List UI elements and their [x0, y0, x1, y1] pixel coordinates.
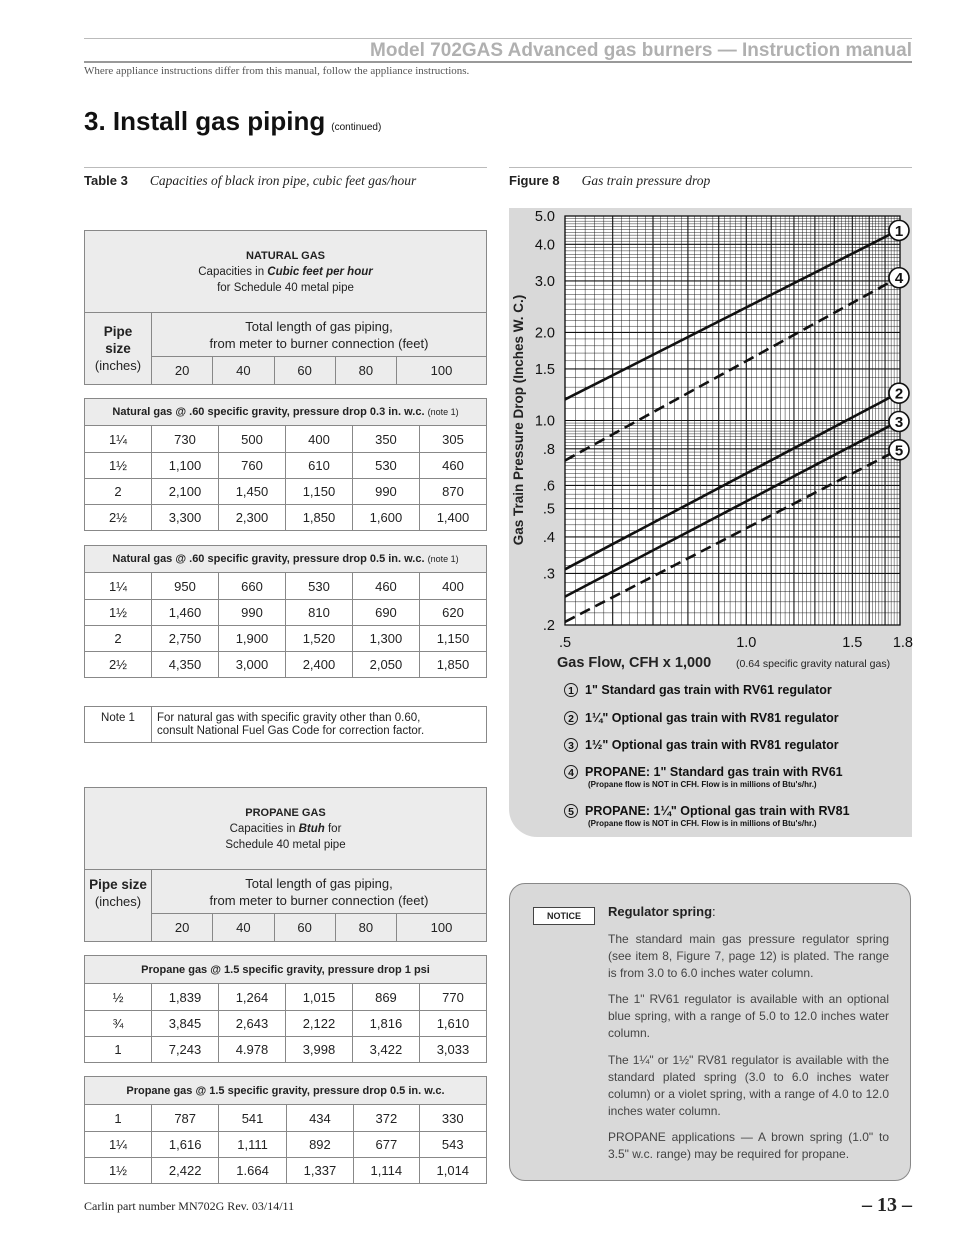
cell: 530 [285, 573, 352, 600]
cell: 3,422 [352, 1037, 419, 1063]
figure8-label: Figure 8 [509, 173, 560, 188]
cell: 1,264 [218, 984, 285, 1011]
group-title-text: Natural gas @ .60 specific gravity, pressure drop 0.5 in. w.c. [112, 553, 425, 565]
y-tick-label: 3.0 [534, 273, 555, 290]
cell: 330 [419, 1105, 486, 1132]
manual-title: Model 702GAS Advanced gas burners — Instruction manual [370, 40, 912, 61]
propane-gas-title: PROPANE GAS [245, 807, 326, 819]
propane-gas-schedule: Schedule 40 metal pipe [225, 839, 346, 851]
cell: 690 [352, 600, 419, 626]
y-tick-label: 5.0 [534, 209, 555, 225]
group-title-text: Natural gas @ .60 specific gravity, pressure drop 0.3 in. w.c. [112, 406, 425, 418]
notice-paragraph-2: The 1" RV61 regulator is available with an optional blue spring, with a range of 5.0 to 12.0 inches water column. [608, 992, 889, 1040]
cell: 2,050 [352, 652, 419, 678]
length-20: 20 [152, 914, 213, 942]
cell: 660 [218, 573, 285, 600]
length-60: 60 [274, 914, 335, 942]
legend-number: 3 [564, 738, 578, 752]
cell: 1,014 [419, 1158, 486, 1184]
group-note-ref: (note 1) [427, 554, 459, 564]
legend-item-3 [564, 738, 839, 752]
cell: 3,845 [152, 1011, 219, 1037]
cell: 3,033 [419, 1037, 486, 1063]
cell: 1,300 [352, 626, 419, 652]
length-80: 80 [335, 357, 396, 385]
y-tick-label: 1.0 [534, 413, 555, 430]
legend-item-1 [564, 683, 832, 697]
cell: 2,422 [152, 1158, 219, 1184]
series-label-2: 2 [894, 385, 904, 403]
x-tick-label: .5 [559, 635, 572, 651]
note1-label: Note 1 [85, 707, 152, 743]
cell: 530 [352, 453, 419, 479]
length-80: 80 [335, 914, 396, 942]
notice-tag: NOTICE [533, 907, 595, 925]
series-label-3: 3 [894, 414, 904, 431]
cell: 305 [419, 426, 486, 453]
pipe-size2-label1: Pipe size [89, 877, 147, 892]
cell: 1¼ [85, 426, 152, 453]
cell: 400 [285, 426, 352, 453]
legend-text: 1" Standard gas train with RV61 regulator [585, 683, 832, 697]
length-header2-line2: from meter to burner connection (feet) [209, 892, 429, 908]
cell: 434 [286, 1105, 353, 1132]
cell: 760 [218, 453, 285, 479]
cell: 3,000 [218, 652, 285, 678]
legend-item-2 [564, 711, 839, 725]
cell: 1¼ [85, 1132, 152, 1158]
cell: 1.664 [219, 1158, 286, 1184]
table3-label: Table 3 [84, 173, 128, 188]
length-40: 40 [213, 914, 274, 942]
legend-text: 1½" Optional gas train with RV81 regulator [585, 738, 839, 752]
cell: 2½ [85, 652, 152, 678]
cell: 1,450 [218, 479, 285, 505]
cell: 950 [152, 573, 219, 600]
y-tick-label: .3 [542, 566, 555, 583]
x-axis-label: Gas Flow, CFH x 1,000 [557, 655, 712, 671]
cell: 1,610 [419, 1011, 486, 1037]
cell: 1,460 [152, 600, 219, 626]
cell: 460 [419, 453, 486, 479]
length-header-line2: from meter to burner connection (feet) [209, 335, 429, 351]
propane-units-suffix: for [324, 823, 342, 835]
notice-paragraph-4: PROPANE applications — A brown spring (1.0" to 3.5" w.c. range) may be required for propane. [608, 1130, 889, 1161]
notice-heading [608, 904, 716, 919]
cell: 541 [219, 1105, 286, 1132]
notice-heading-colon: : [712, 904, 716, 919]
cell: 1,600 [352, 505, 419, 531]
x-tick-label: 1.8 [892, 635, 913, 651]
group-title: Propane gas @ 1.5 specific gravity, pressure drop 0.5 in. w.c. [85, 1077, 487, 1105]
series-label-5: 5 [894, 442, 904, 460]
cell: 2,122 [285, 1011, 352, 1037]
pipe-size2-label2: (inches) [94, 894, 142, 909]
legend-number: 1 [564, 683, 578, 697]
group-note-ref: (note 1) [427, 407, 459, 417]
propane-units-emph: Btuh [298, 823, 325, 835]
cell: 2½ [85, 505, 152, 531]
length-header2-line1: Total length of gas piping, [245, 875, 393, 891]
cell: 1,015 [285, 984, 352, 1011]
notice-paragraph-1: The standard main gas pressure regulator spring (see item 8, Figure 7, page 12) is plated. The range is from 3.0 to 6.0 inches water column. [608, 932, 889, 980]
continued-label: (continued) [331, 122, 382, 133]
cell: 2 [85, 479, 152, 505]
x-axis-note: (0.64 specific gravity natural gas) [736, 658, 891, 670]
note1-line2: consult National Fuel Gas Code for correction factor. [157, 724, 425, 737]
pipe-size-label3: (inches) [94, 358, 142, 373]
cell: 1,816 [352, 1011, 419, 1037]
cell: 2 [85, 626, 152, 652]
cell: 1¼ [85, 573, 152, 600]
legend-number: 4 [564, 765, 578, 779]
cell: 2,400 [285, 652, 352, 678]
cell: 1,850 [419, 652, 486, 678]
cell: 2,750 [152, 626, 219, 652]
cell: 543 [419, 1132, 486, 1158]
notice-paragraph-3: The 1¼" or 1½" RV81 regulator is available with the standard plated spring (3.0 to 6.0 inches water column) or a violet spring, with a range of 4.0 to 12.0 inches water column. [608, 1053, 889, 1118]
section-title-text: 3. Install gas piping [84, 106, 326, 136]
legend-subtext: (Propane flow is NOT in CFH. Flow is in millions of Btu's/hr.) [588, 780, 817, 789]
length-100: 100 [397, 914, 487, 942]
natural-gas-schedule: for Schedule 40 metal pipe [217, 282, 354, 294]
y-tick-label: .5 [542, 501, 555, 518]
cell: 1,337 [286, 1158, 353, 1184]
appliance-note: Where appliance instructions differ from this manual, follow the appliance instructions. [84, 65, 470, 77]
cell: 1,839 [152, 984, 219, 1011]
cell: 4.978 [218, 1037, 285, 1063]
cell: 620 [419, 600, 486, 626]
legend-text: PROPANE: 1¼" Optional gas train with RV81 [585, 804, 850, 818]
figure8-caption-text: Gas train pressure drop [581, 173, 711, 188]
notice-heading-text: Regulator spring [608, 904, 713, 919]
cell: 1,114 [354, 1158, 419, 1184]
cell: 350 [352, 426, 419, 453]
y-tick-label: .4 [542, 529, 555, 546]
cell: 1½ [85, 453, 152, 479]
cell: 400 [419, 573, 486, 600]
legend-text: 1¼" Optional gas train with RV81 regulator [585, 711, 839, 725]
legend-item-5 [564, 804, 850, 828]
length-40: 40 [213, 357, 274, 385]
cell: 1,100 [152, 453, 219, 479]
y-tick-label: .2 [542, 618, 555, 634]
length-60: 60 [274, 357, 335, 385]
table3-caption-text: Capacities of black iron pipe, cubic feet gas/hour [149, 173, 417, 188]
cell: 869 [352, 984, 419, 1011]
cell: 610 [285, 453, 352, 479]
cell: ¾ [85, 1011, 152, 1037]
length-20: 20 [152, 357, 213, 385]
y-tick-label: 4.0 [534, 237, 555, 254]
cell: 1 [85, 1037, 152, 1063]
cell: 787 [152, 1105, 219, 1132]
cell: 1,900 [218, 626, 285, 652]
legend-number: 5 [564, 804, 578, 818]
note1-line1: For natural gas with specific gravity other than 0.60, [157, 711, 421, 724]
cell: 2,100 [152, 479, 219, 505]
cell: 1,400 [419, 505, 486, 531]
y-tick-label: .6 [542, 478, 555, 495]
series-label-4: 4 [894, 270, 904, 288]
cell: 3,300 [152, 505, 219, 531]
y-tick-label: 2.0 [534, 325, 555, 342]
cell: 1,111 [219, 1132, 286, 1158]
legend-number: 2 [564, 711, 578, 725]
cell: 2,300 [218, 505, 285, 531]
cell: 372 [354, 1105, 419, 1132]
y-tick-label: 1.5 [534, 361, 555, 378]
cell: 3,998 [285, 1037, 352, 1063]
cell: 677 [354, 1132, 419, 1158]
cell: 1½ [85, 1158, 152, 1184]
propane-units-prefix: Capacities in [229, 823, 299, 835]
pipe-size-label2: size [105, 341, 131, 356]
cell: 1,150 [285, 479, 352, 505]
legend-subtext: (Propane flow is NOT in CFH. Flow is in millions of Btu's/hr.) [588, 819, 817, 828]
footer-part-number: Carlin part number MN702G Rev. 03/14/11 [84, 1199, 295, 1213]
cell: ½ [85, 984, 152, 1011]
natural-gas-units-emph: Cubic feet per hour [267, 266, 373, 278]
cell: 500 [218, 426, 285, 453]
y-tick-label: .8 [542, 441, 555, 458]
natural-gas-units-prefix: Capacities in [198, 266, 268, 278]
legend-text: PROPANE: 1" Standard gas train with RV61 [585, 765, 843, 779]
page-number: – 13 – [862, 1194, 912, 1216]
y-axis-label: Gas Train Pressure Drop (Inches W. C.) [511, 294, 526, 546]
cell: 810 [285, 600, 352, 626]
cell: 730 [152, 426, 219, 453]
x-tick-label: 1.5 [842, 635, 863, 651]
cell: 990 [218, 600, 285, 626]
cell: 892 [286, 1132, 353, 1158]
length-100: 100 [397, 357, 487, 385]
cell: 2,643 [218, 1011, 285, 1037]
cell: 770 [419, 984, 486, 1011]
length-header-line1: Total length of gas piping, [245, 318, 393, 334]
cell: 990 [352, 479, 419, 505]
cell: 1,520 [285, 626, 352, 652]
series-label-1: 1 [894, 222, 904, 240]
cell: 7,243 [152, 1037, 219, 1063]
pipe-size-label1: Pipe [103, 324, 133, 339]
cell: 1,616 [152, 1132, 219, 1158]
legend-item-4 [564, 765, 843, 789]
group-title: Propane gas @ 1.5 specific gravity, pressure drop 1 psi [85, 956, 487, 984]
x-tick-label: 1.0 [736, 635, 757, 651]
natural-gas-title: NATURAL GAS [245, 250, 326, 262]
cell: 870 [419, 479, 486, 505]
cell: 4,350 [152, 652, 219, 678]
cell: 460 [352, 573, 419, 600]
cell: 1½ [85, 600, 152, 626]
cell: 1,850 [285, 505, 352, 531]
cell: 1,150 [419, 626, 486, 652]
cell: 1 [85, 1105, 152, 1132]
